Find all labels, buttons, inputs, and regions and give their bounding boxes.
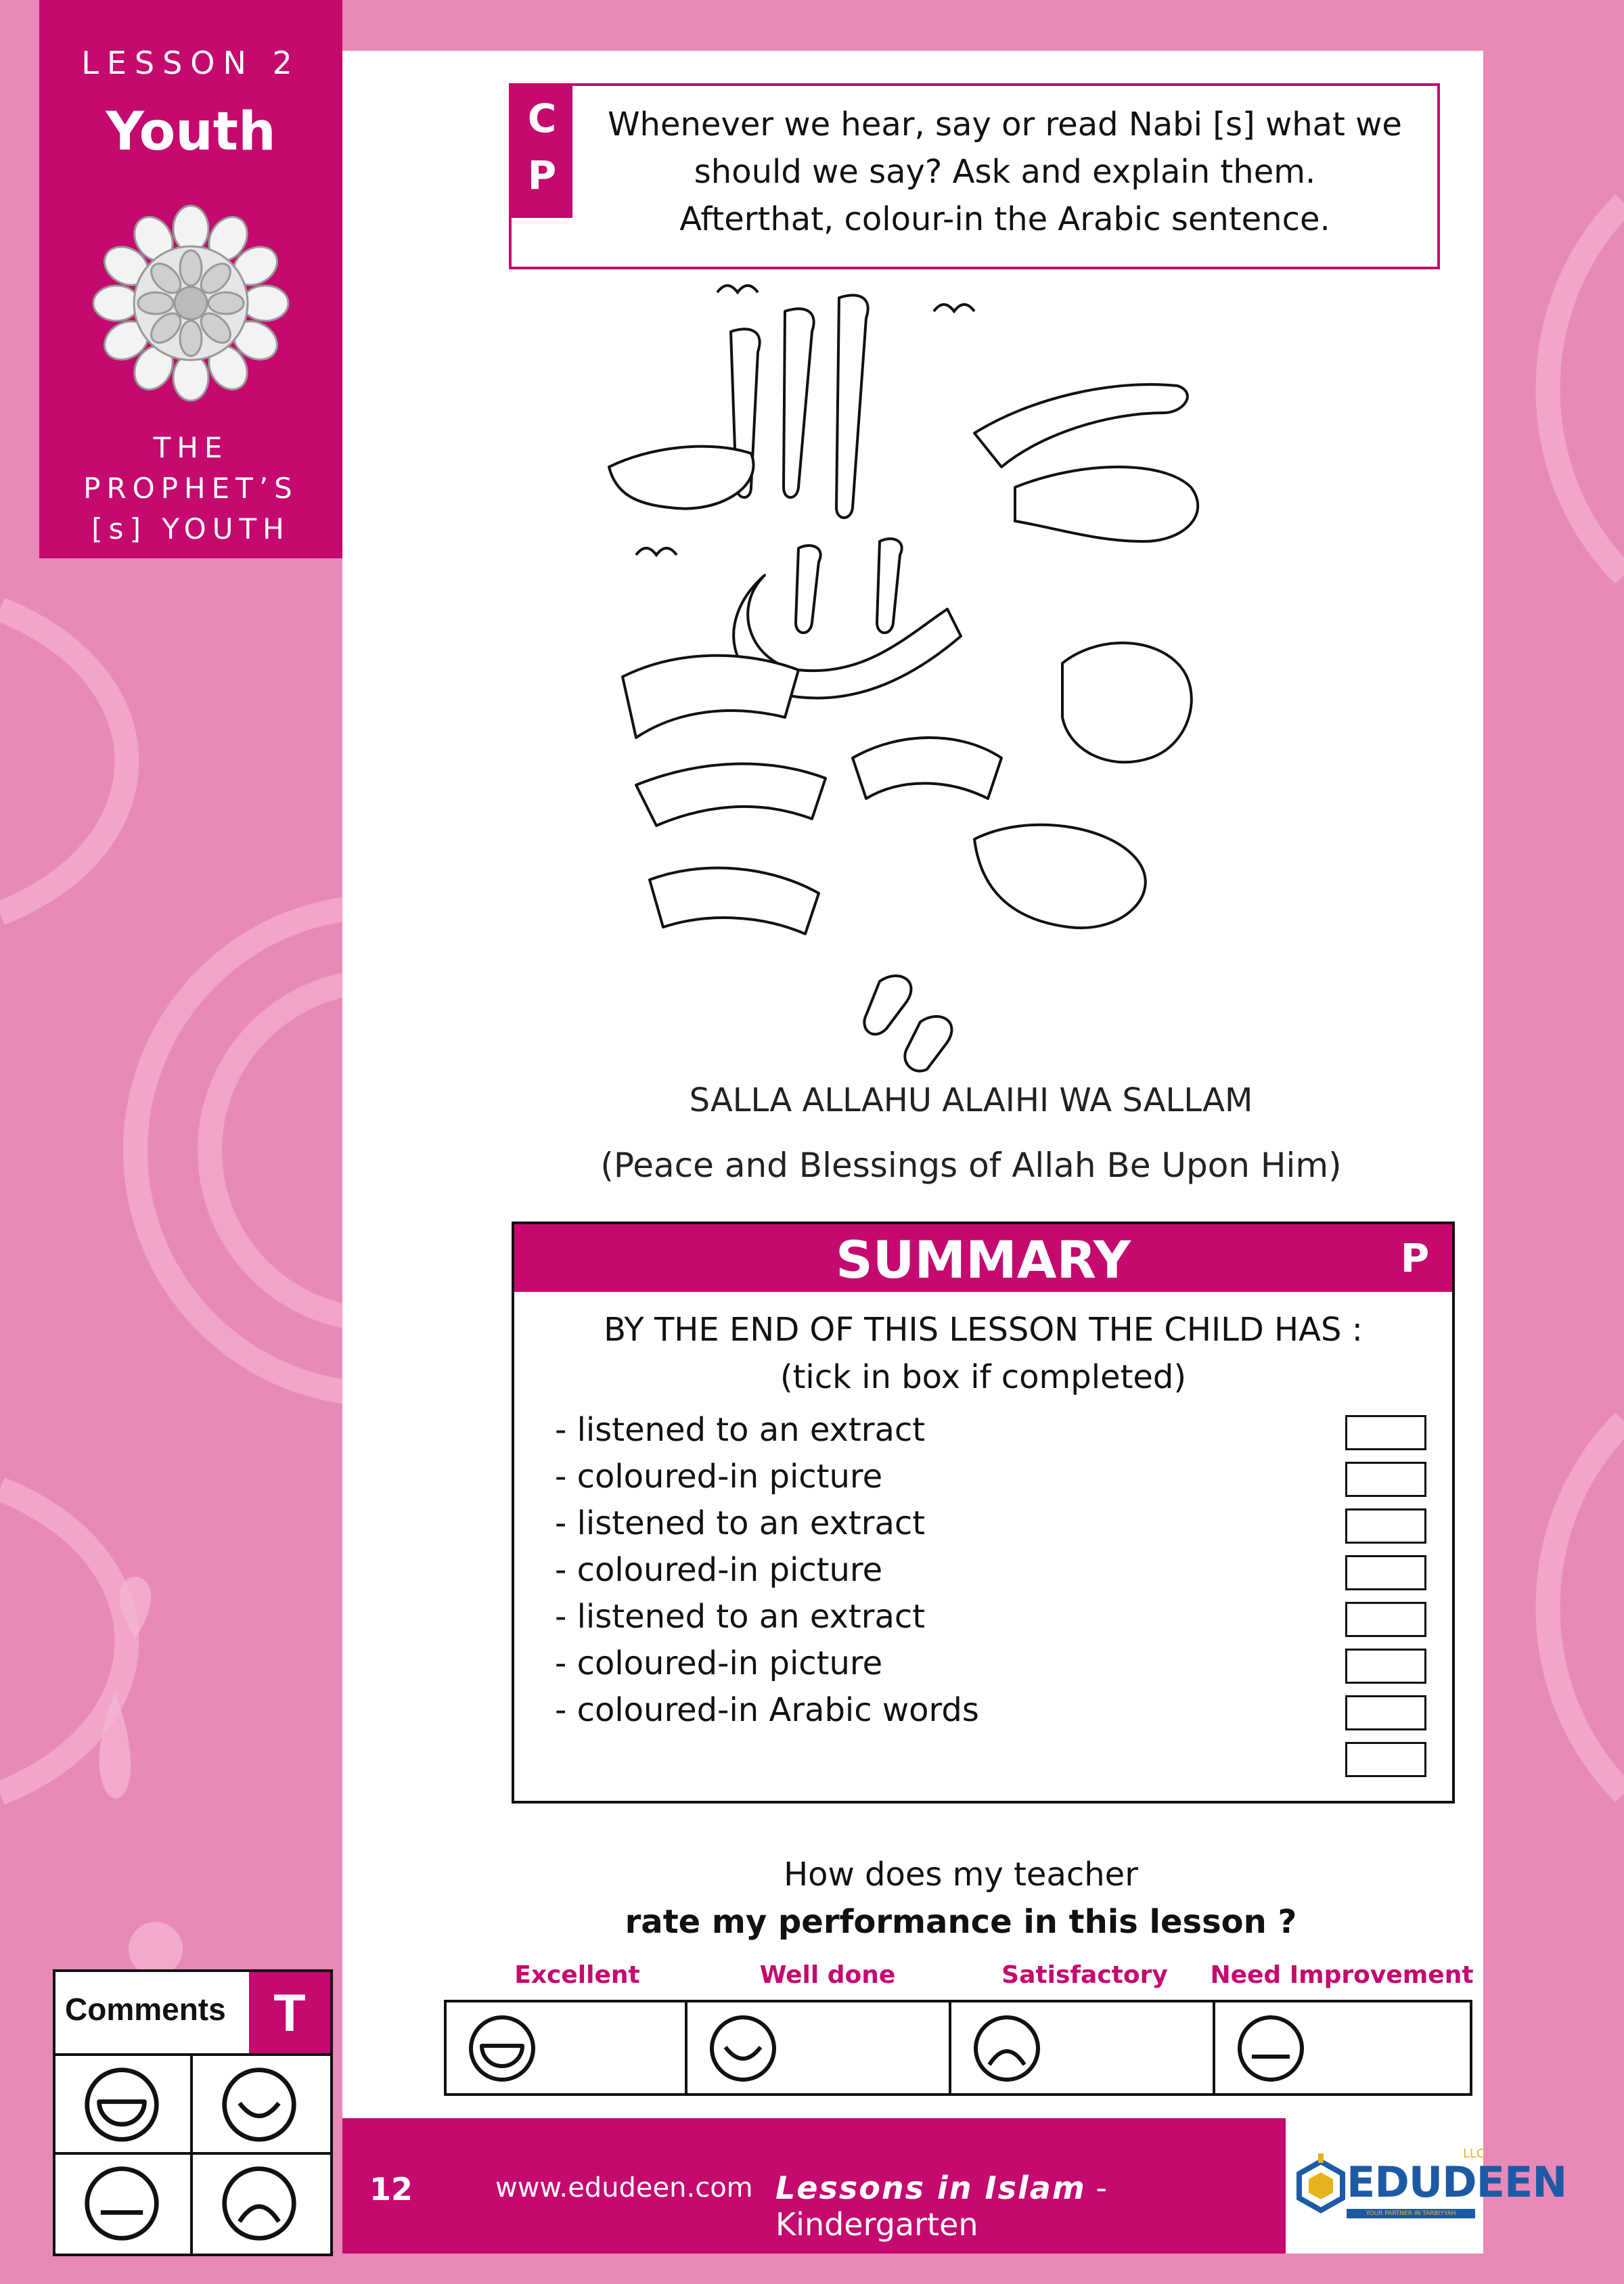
tick-box[interactable] (1345, 1508, 1426, 1544)
neutral-face-icon (1236, 2013, 1306, 2084)
summary-item: - coloured-in picture (555, 1551, 883, 1589)
summary-title: SUMMARY (836, 1230, 1131, 1290)
frown-face-icon (220, 2164, 298, 2243)
rating-cell-need-improvement[interactable] (1215, 2002, 1470, 2093)
teacher-badge: T (249, 1972, 330, 2053)
summary-intro: BY THE END OF THIS LESSON THE CHILD HAS : (604, 1311, 1363, 1349)
page-number: 12 (369, 2171, 413, 2208)
comment-cell-excellent[interactable] (55, 2056, 193, 2155)
tick-box[interactable] (1345, 1602, 1426, 1637)
tick-box[interactable] (1345, 1742, 1426, 1777)
rating-question-line-2: rate my performance in this lesson ? (625, 1903, 1297, 1941)
comments-header (55, 1972, 330, 2056)
rating-question-line-1: How does my teacher (784, 1856, 1138, 1894)
rating-label-well-done: Well done (759, 1961, 896, 1989)
series-level: - Kindergarten (775, 2170, 1108, 2243)
smile-face-icon (220, 2065, 298, 2144)
lesson-title: Youth (106, 102, 276, 162)
summary-item: - listened to an extract (555, 1411, 926, 1449)
summary-item: - coloured-in Arabic words (555, 1691, 979, 1729)
lesson-number: LESSON 2 (81, 45, 300, 81)
rating-labels (445, 1961, 1474, 1995)
rating-cell-satisfactory[interactable] (951, 2002, 1215, 2093)
summary-badge: P (1400, 1235, 1430, 1281)
rating-cell-excellent[interactable] (447, 2002, 687, 2093)
comment-cell-need-improvement[interactable] (55, 2155, 193, 2254)
rating-table (444, 2000, 1472, 2096)
logo-tagline: YOUR PARTNER IN TARBIYYAH (1347, 2209, 1475, 2218)
edudeen-logo (1286, 2118, 1567, 2254)
question-line-2: should we say? Ask and explain them. (694, 153, 1316, 191)
tick-box[interactable] (1345, 1462, 1426, 1497)
tick-box[interactable] (1345, 1415, 1426, 1450)
summary-item: - coloured-in picture (555, 1644, 883, 1682)
smile-face-icon (708, 2013, 778, 2084)
rating-cell-well-done[interactable] (687, 2002, 951, 2093)
summary-box (512, 1222, 1455, 1804)
summary-header (514, 1224, 1452, 1292)
series-name: Lessons in Islam (775, 2170, 1086, 2206)
tick-box-column (1345, 1415, 1429, 1789)
frown-face-icon (972, 2013, 1042, 2084)
badge-letter-p: P (527, 152, 557, 198)
topic-line-1: THE (153, 431, 229, 464)
neutral-face-icon (83, 2164, 161, 2243)
big-smile-face-icon (83, 2065, 161, 2144)
series-title (775, 2170, 1286, 2243)
topic-line-3: [s] YOUTH (91, 512, 290, 545)
badge-letter-c: C (527, 95, 557, 141)
logo-wordmark: EDUDEEN (1347, 2157, 1567, 2207)
question-line-3: Afterthat, colour-in the Arabic sentence. (679, 200, 1330, 238)
lesson-sidebar (39, 0, 342, 558)
activity-type-badge (512, 86, 572, 218)
edudeen-emblem-icon (1295, 2153, 1347, 2218)
summary-instruction: (tick in box if completed) (780, 1358, 1187, 1396)
arabic-calligraphy-outline[interactable] (595, 284, 1353, 1083)
topic-line-2: PROPHET’S (83, 472, 298, 505)
comment-cell-well-done[interactable] (193, 2056, 330, 2155)
summary-item: - listened to an extract (555, 1504, 926, 1542)
calligraphy-transliteration: SALLA ALLAHU ALAIHI WA SALLAM (689, 1081, 1253, 1119)
activity-question-box (509, 83, 1440, 269)
big-smile-face-icon (467, 2013, 537, 2084)
website-link[interactable]: www.edudeen.com (495, 2172, 753, 2203)
summary-items-list (555, 1407, 979, 1734)
comment-cell-satisfactory[interactable] (193, 2155, 330, 2254)
logo-llc: LLC (1463, 2147, 1485, 2161)
tick-box[interactable] (1345, 1555, 1426, 1590)
activity-question-text (586, 101, 1424, 243)
teacher-comments-box (53, 1969, 333, 2256)
calligraphy-meaning: (Peace and Blessings of Allah Be Upon Him) (600, 1146, 1342, 1185)
rating-label-excellent: Excellent (514, 1961, 640, 1989)
lesson-topic (39, 428, 342, 550)
comments-face-grid (55, 2056, 330, 2254)
summary-item: - listened to an extract (555, 1598, 926, 1636)
rating-label-satisfactory: Satisfactory (1001, 1961, 1168, 1989)
page-footer (342, 2118, 1286, 2254)
tick-box[interactable] (1345, 1649, 1426, 1684)
question-line-1: Whenever we hear, say or read Nabi [s] what we (608, 106, 1402, 143)
comments-label: Comments (65, 1992, 226, 2027)
tick-box[interactable] (1345, 1695, 1426, 1730)
rosette-ornament-icon (91, 203, 291, 403)
rating-label-need-improvement: Need Improvement (1210, 1961, 1474, 1989)
summary-item: - coloured-in picture (555, 1458, 883, 1496)
